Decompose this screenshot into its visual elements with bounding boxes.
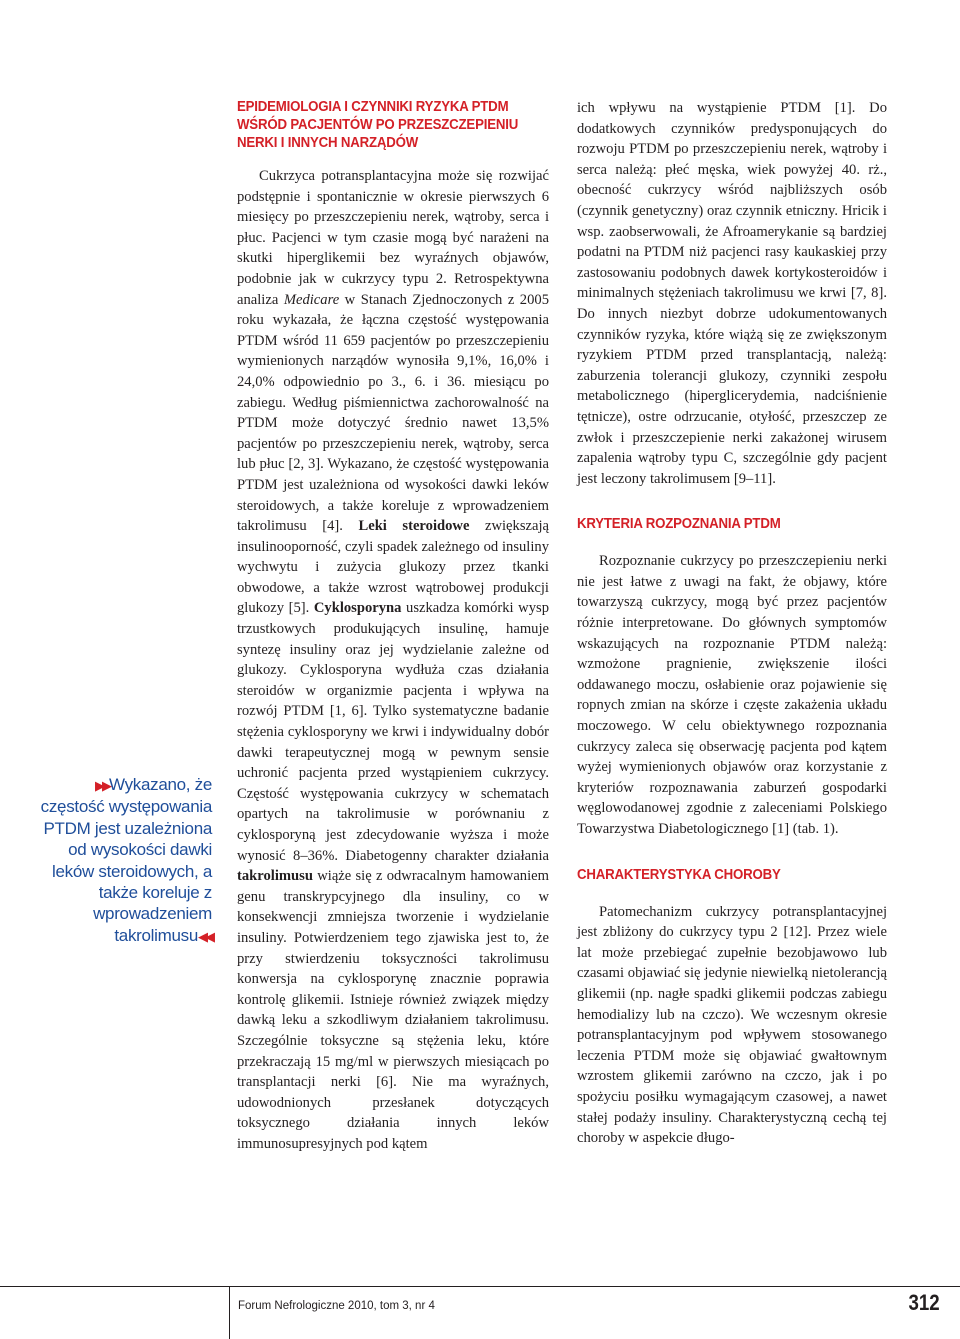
triangle-right-icon: ▶▶	[94, 778, 109, 793]
section-heading-criteria: KRYTERIA ROZPOZNANIA PTDM	[577, 516, 781, 533]
triangle-left-icon: ◀◀	[198, 928, 212, 944]
paragraph-continuation: ich wpływu na wystąpienie PTDM [1]. Do dodatkowych czynników predysponujących do rozwoju PTDM po przeszczepieniu nerek, wątroby i serca należą: płeć męska, wiek powyżej 40. rż., obecność cukrzycy wśród najbliższych osób (czynnik genetyczny) oraz czynnik etniczny. Hricik i wsp. zaobserwowali, że Afroamerykanie są bardziej podatni na PTDM niż pacjenci rasy kaukaskiej przy zastosowaniu podobnych dawek kortykosteroidów i minimalnych stężeniach takrolimusu we krwi [7, 8]. Do innych niezbyt dobrze udokumentowanych czynników ryzyka, które wiążą się ze zwiększonym ryzykiem PTDM przed transplantacją, należą: zaburzenia tolerancji glukozy, czynniki zespołu metabolicznego (hiperglicerydemia, nadciśnienie tętnicze), ostre odrzucanie, otyłość, przeszczep ze zwłok i przeszczepienie nerki zakażonej wirusem zapalenia wątroby typu C, szczególnie gdy pacjent jest leczony takrolimusem [9–11].	[577, 100, 887, 487]
pull-quote	[40, 774, 212, 947]
bold-run: Leki steroidowe	[358, 518, 470, 535]
paragraph-epidemiology	[237, 166, 549, 1155]
footer-divider	[229, 1287, 230, 1339]
text-run: uszkadza komórki wysp trzustkowych produkujących insulinę, hamuje syntezę insuliny oraz jej wydzielanie zależne od glukozy. Cyklosporyna wydłuża czas działania steroidów w organizmie pacjenta i wpływa na rozwój PTDM [1, 6]. Tylko systematyczne badanie stężenia cyklosporyny we krwi i indywidualny dobór dawki terapeutycznej mogą w pewnym sensie uchronić pacjenta przed wystąpieniem cukrzycy. Częstość występowania cukrzycy w schematach opartych na takrolimusie w porównaniu z cyklosporyną jest zdecydowanie wyższa i może wynosić 8–36%. Diabetogenny charakter działania	[237, 600, 549, 864]
italic-run: Medicare	[283, 291, 340, 308]
bold-run: takrolimusu	[237, 868, 313, 885]
column-middle	[237, 98, 549, 1155]
pull-quote-text: Wykazano, że częstość występowania PTDM jest uzależniona od wysokości dawki leków steroidowych, a także koreluje z wprowadzeniem takrolimusu	[40, 775, 212, 945]
paragraph-criteria: Rozpoznanie cukrzycy po przeszczepieniu nerki nie jest łatwe z uwagi na fakt, że objawy, które towarzyszą cukrzycy, mogą być przez pacjentów różnie interpretowane. Do głównych symptomów wskazujących na rozpoznanie PTDM należą: wzmożone pragnienie, zwiększenie ilości oddawanego moczu, osłabienie oraz pojawienie się ropnych zmian na skórze i częste zakażenia układu moczowego. W celu obiektywnego rozpoznania cukrzycy zaleca się obserwację pacjenta pod kątem wyżej wymienionych objawów oraz korzystanie z kryteriów rozpoznawania zaburzeń gospodarki węglowodanowej zgodnie z zaleceniami Polskiego Towarzystwa Diabetologicznego [1] (tab. 1).	[577, 553, 887, 837]
text-run: w Stanach Zjednoczonych z 2005 roku wykazała, że łączna częstość występowania PTDM wśród 11 659 pacjentów po przeszczepieniu wymienionych narządów wynosiła 9,1%, 16,0% i 24,0% odpowiednio po 3., 6. i 36. miesiącu po zabiegu. Według piśmiennictwa zachorowalność na PTDM może dotyczyć średnio nawet 13,5% pacjentów po przeszczepieniu nerek, wątroby, serca lub płuc [2, 3]. Wykazano, że częstość występowania PTDM jest uzależniona od wysokości dawki leków steroidowych, a także koreluje z wprowadzeniem takrolimusu [4].	[237, 291, 549, 535]
bold-run: Cyklosporyna	[313, 600, 402, 617]
paragraph-characteristics: Patomechanizm cukrzycy potransplantacyjnej jest zbliżony do cukrzycy typu 2 [12]. Przez wiele lat może przebiegać zupełnie bezobjawowo lub czasami objawiać się jedynie niewielką nietolerancją glikemii (np. nagłe spadki glikemii podczas zabiegu hemodializy lub na czczo). We wczesnym okresie potransplantacyjnym pod wpływem stosowanego leczenia PTDM może się objawiać gwałtownym wzrostem glikemii zarówno na czczo, jak i po spożyciu posiłku wymagającym czasowej, a nawet stałej podaży insuliny. Charakterystyczną cechą tej choroby w aspekcie długo-	[577, 903, 887, 1147]
journal-citation: Forum Nefrologiczne 2010, tom 3, nr 4	[238, 1300, 435, 1312]
text-run: Cukrzyca potransplantacyjna może się rozwijać podstępnie i spontanicznie w okresie pierwszych 6 miesięcy po przeszczepieniu nerek, wątroby, serca i płuc. Pacjenci w tym czasie mogą być narażeni na skutki hiperglikemii bez wyraźnych objawów, podobnie jak w cukrzycy typu 2. Retrospektywna analiza	[237, 168, 549, 308]
page-number: 312	[908, 1290, 940, 1315]
column-right	[577, 98, 887, 1149]
section-heading-epidemiology: EPIDEMIOLOGIA I CZYNNIKI RYZYKA PTDM WŚRÓD PACJENTÓW PO PRZESZCZEPIENIU NERKI I INNYCH NARZĄDÓW	[237, 99, 519, 151]
footer-rule	[0, 1286, 960, 1287]
text-run: wiąże się z odwracalnym hamowaniem genu transkrypcyjnego dla insuliny, co w konsekwencji zmniejsza tworzenie i wydzielanie insuliny. Potwierdzeniem tego zjawiska jest to, że przy stwierdzeniu toksyczności takrolimusu konwersja na cyklosporynę znacznie poprawia kontrolę glikemii. Istnieje również związek między dawką leku a szkodliwym działaniem takrolimusu. Szczególnie toksyczne są stężenia leku, które przekraczają 15 mg/ml w pierwszych miesiącach po transplantacji nerki [6]. Nie ma wyraźnych, udowodnionych przesłanek dotyczących toksycznego działania innych leków immunosupresyjnych pod kątem	[237, 868, 549, 1152]
section-heading-characteristics: CHARAKTERYSTYKA CHOROBY	[577, 866, 781, 883]
text-run: zwiększają insulinooporność, czyli spadek zależnego od insuliny wychwytu i zużycia glukozy przez tkanki obwodowe, a także wzrost wątrobowej produkcji glukozy [5].	[237, 518, 549, 617]
